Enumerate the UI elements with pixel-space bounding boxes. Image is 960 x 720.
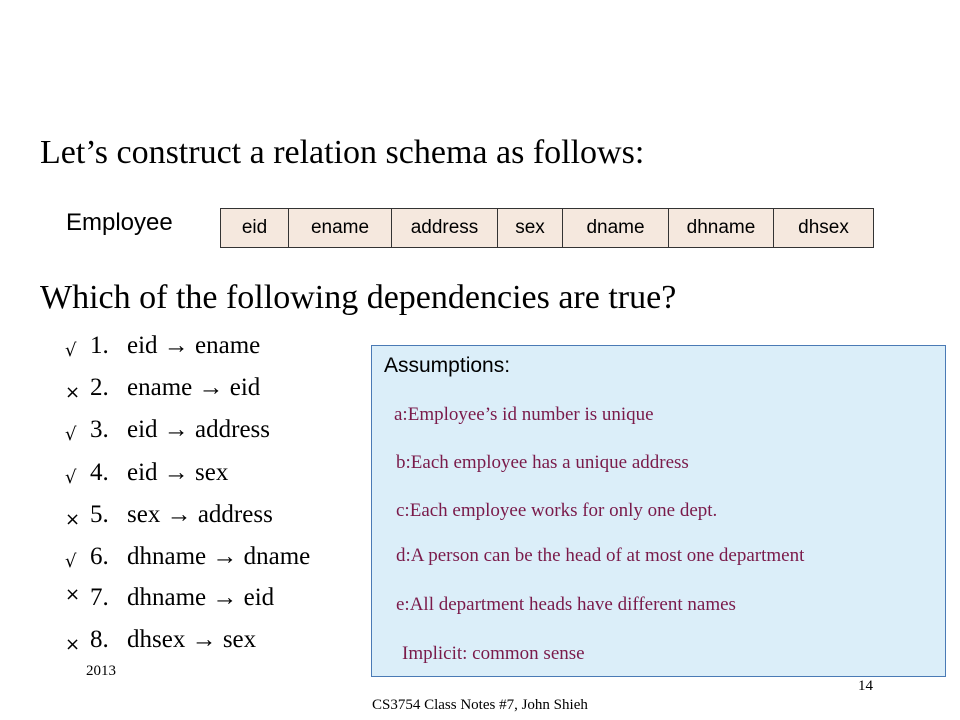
footer-course-info: CS3754 Class Notes #7, John Shieh [372,697,588,713]
dependency-number: 8. [90,626,109,653]
dependency-item [0,499,380,539]
relation-name: Employee [66,209,173,236]
dependency-item [0,582,380,622]
check-mark-icon: √ [65,424,77,445]
dependency-number: 1. [90,332,109,359]
schema-attr-eid: eid [221,209,289,247]
heading-construct-schema: Let’s construct a relation schema as follows: [40,134,645,171]
check-mark-icon: √ [65,551,77,572]
cross-mark-icon: × [65,509,81,530]
dependency-text: dhname → eid [127,584,275,611]
schema-attr-dhname: dhname [669,209,774,247]
dependency-item [0,624,380,664]
assumption-item: a:Employee’s id number is unique [394,404,654,425]
dependency-number: 7. [90,584,109,611]
relation-schema-table [220,208,874,248]
assumption-item: b:Each employee has a unique address [396,452,689,473]
dependency-item [0,330,380,370]
cross-mark-icon: × [65,584,81,605]
cross-mark-icon: × [65,382,81,403]
dependency-item [0,372,380,412]
dependency-number: 3. [90,416,109,443]
cross-mark-icon: × [65,634,81,655]
schema-attr-sex: sex [498,209,563,247]
dependency-text: eid → ename [127,332,261,359]
schema-attr-dname: dname [563,209,669,247]
dependency-number: 2. [90,374,109,401]
schema-attr-ename: ename [289,209,392,247]
dependency-text: dhname → dname [127,543,311,570]
dependency-item [0,541,380,581]
assumptions-title: Assumptions: [384,354,511,377]
dependency-item [0,457,380,497]
page-number: 14 [858,678,873,694]
dependency-number: 5. [90,501,109,528]
dependency-text: sex → address [127,501,273,528]
assumptions-box [371,345,946,677]
assumption-item: e:All department heads have different names [396,594,736,615]
dependency-text: dhsex → sex [127,626,257,653]
footer-year: 2013 [86,663,116,679]
dependency-item [0,414,380,454]
check-mark-icon: √ [65,467,77,488]
check-mark-icon: √ [65,340,77,361]
dependency-number: 6. [90,543,109,570]
assumption-item: d:A person can be the head of at most one department [396,545,805,566]
dependency-text: ename → eid [127,374,261,401]
dependency-text: eid → sex [127,459,229,486]
schema-attr-dhsex: dhsex [798,217,849,238]
dependency-text: eid → address [127,416,271,443]
heading-dependencies-question: Which of the following dependencies are true? [40,279,677,316]
assumption-item: c:Each employee works for only one dept. [396,500,718,521]
schema-attr-address: address [392,209,498,247]
assumption-item: Implicit: common sense [402,643,585,664]
dependency-number: 4. [90,459,109,486]
